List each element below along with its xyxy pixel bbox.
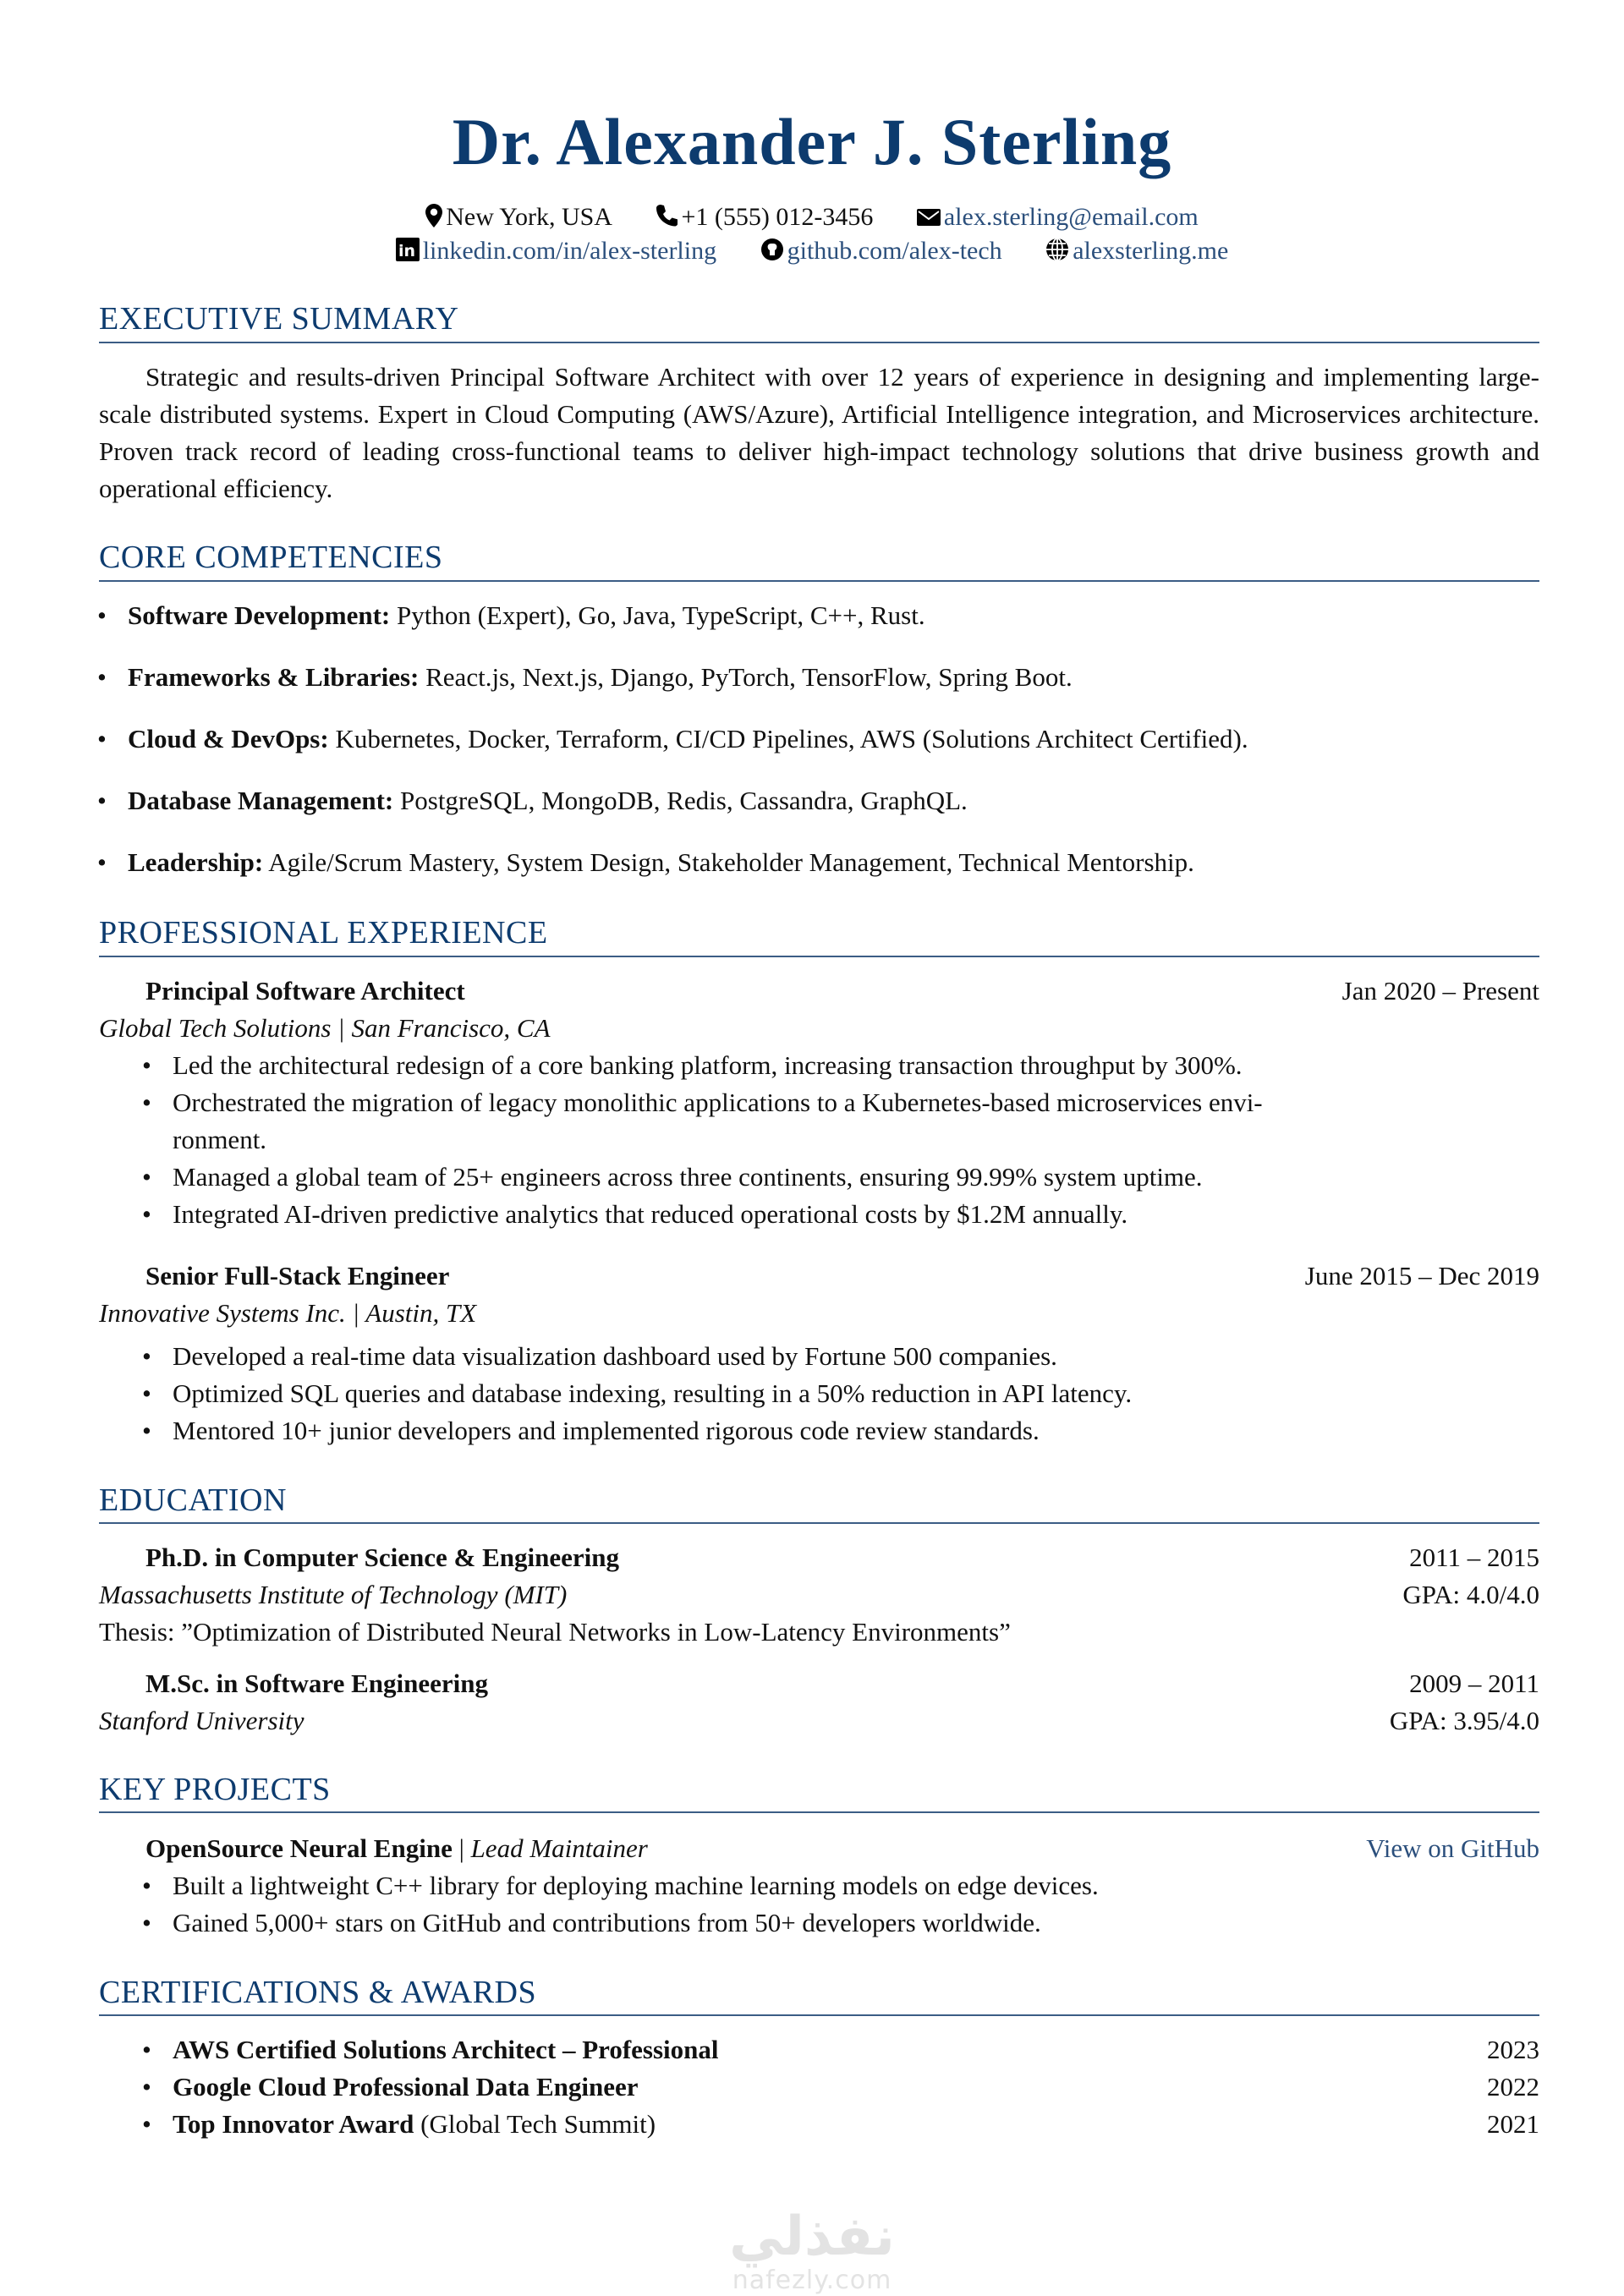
linkedin-link[interactable]: linkedin.com/in/alex-sterling <box>422 237 717 265</box>
github-icon <box>760 238 784 261</box>
certification-item <box>99 2069 1539 2106</box>
github-link[interactable]: github.com/alex-tech <box>787 237 1002 265</box>
certification-note: (Global Tech Summit) <box>414 2109 656 2139</box>
section-divider <box>99 580 1539 582</box>
competency-label: Leadership: <box>128 847 264 877</box>
job-bullet: • Mentored 10+ junior developers and implemented rigorous code review standards. <box>173 1412 1040 1449</box>
phone-text: +1 (555) 012-3456 <box>681 203 874 231</box>
certification-text <box>173 2069 639 2106</box>
location-text: New York, USA <box>446 203 612 231</box>
competency-value: Agile/Scrum Mastery, System Design, Stakeholder Management, Technical Mentorship. <box>268 847 1194 877</box>
competency-value: PostgreSQL, MongoDB, Redis, Cassandra, GraphQL. <box>400 786 968 815</box>
job-dates: June 2015 – Dec 2019 <box>1304 1261 1539 1290</box>
section-divider <box>99 342 1539 343</box>
linkedin <box>396 234 716 268</box>
competency-item <box>128 597 925 634</box>
job-company: Global Tech Solutions | San Francisco, CA <box>99 1013 551 1043</box>
certification-name: Top Innovator Award <box>173 2109 414 2139</box>
contact-row-2 <box>0 234 1624 268</box>
summary-text: Strategic and results-driven Principal Software Architect with over 12 years of experience in designing and implementing large-scale distributed systems. Expert in Cloud Computing (AWS/Azure), Artificial Intelligence integration, and Microservices architecture. Proven track record of leading cross-functional teams to deliver high-impact technology solutions that drive business growth and operational efficiency. <box>99 362 1539 503</box>
project-separator: | <box>458 1833 464 1863</box>
certification-name: AWS Certified Solutions Architect – Professional <box>173 2035 719 2064</box>
job-bullet: • Optimized SQL queries and database indexing, resulting in a 50% reduction in API latency. <box>173 1375 1132 1412</box>
certification-year: 2021 <box>1487 2109 1539 2139</box>
location <box>425 200 612 234</box>
competency-item <box>128 844 1194 881</box>
certification-year: 2022 <box>1487 2072 1539 2101</box>
section-title-certifications: CERTIFICATIONS & AWARDS <box>99 1975 537 2010</box>
job-dates: Jan 2020 – Present <box>1341 976 1539 1006</box>
linkedin-icon <box>396 238 420 261</box>
competency-value: Python (Expert), Go, Java, TypeScript, C++, Rust. <box>396 600 925 630</box>
phone-icon <box>656 204 678 227</box>
website <box>1045 234 1228 268</box>
certification-name: Google Cloud Professional Data Engineer <box>173 2072 639 2101</box>
degree-thesis: Thesis: ”Optimization of Distributed Neural Networks in Low-Latency Environments” <box>99 1617 1011 1647</box>
project-name: OpenSource Neural Engine <box>145 1833 453 1863</box>
section-title-experience: PROFESSIONAL EXPERIENCE <box>99 915 548 951</box>
phone <box>656 200 873 234</box>
contact-row-1 <box>0 200 1624 234</box>
competency-value: React.js, Next.js, Django, PyTorch, TensorFlow, Spring Boot. <box>425 662 1073 692</box>
job-bullet-continuation: ronment. <box>173 1125 267 1154</box>
competency-item <box>128 659 1073 696</box>
section-divider <box>99 1522 1539 1524</box>
map-pin-icon <box>425 204 442 227</box>
degree-school: Stanford University <box>99 1706 304 1735</box>
job-bullet: • Led the architectural redesign of a core banking platform, increasing transaction throughput by 300%. <box>173 1047 1243 1084</box>
degree-title: M.Sc. in Software Engineering <box>145 1669 488 1698</box>
section-title-competencies: CORE COMPETENCIES <box>99 540 443 575</box>
watermark-arabic: نفذلي <box>729 2206 895 2268</box>
view-on-github-link[interactable]: View on GitHub <box>1366 1833 1539 1863</box>
envelope-icon <box>917 207 941 227</box>
project-bullet: • Gained 5,000+ stars on GitHub and contributions from 50+ developers worldwide. <box>173 1904 1041 1942</box>
competency-label: Database Management: <box>128 786 394 815</box>
github <box>760 234 1002 268</box>
degree-gpa: GPA: 4.0/4.0 <box>1402 1580 1539 1609</box>
degree-dates: 2009 – 2011 <box>1409 1669 1539 1698</box>
competency-label: Cloud & DevOps: <box>128 724 329 753</box>
section-title-education: EDUCATION <box>99 1482 287 1518</box>
email <box>917 200 1199 234</box>
competency-value: Kubernetes, Docker, Terraform, CI/CD Pipelines, AWS (Solutions Architect Certified). <box>335 724 1248 753</box>
competency-item <box>128 782 968 819</box>
project-title-group <box>99 1830 648 1867</box>
degree-header <box>99 1539 1539 1576</box>
job-title: Principal Software Architect <box>145 976 465 1006</box>
degree-dates: 2011 – 2015 <box>1409 1543 1539 1572</box>
section-title-summary: EXECUTIVE SUMMARY <box>99 301 459 337</box>
certification-item <box>99 2031 1539 2069</box>
job-company: Innovative Systems Inc. | Austin, TX <box>99 1298 477 1328</box>
degree-school-row <box>99 1702 1539 1740</box>
job-bullet: • Managed a global team of 25+ engineers across three continents, ensuring 99.99% system uptime. <box>173 1159 1203 1196</box>
email-link[interactable]: alex.sterling@email.com <box>943 203 1199 231</box>
candidate-name: Dr. Alexander J. Sterling <box>452 105 1172 178</box>
project-header <box>99 1830 1539 1867</box>
job-header <box>99 973 1539 1010</box>
certification-text <box>173 2031 719 2069</box>
globe-icon <box>1045 238 1069 261</box>
section-divider <box>99 956 1539 957</box>
svg-text:in: in <box>398 242 415 260</box>
project-bullet: • Built a lightweight C++ library for deploying machine learning models on edge devices. <box>173 1867 1099 1904</box>
degree-school-row <box>99 1576 1539 1614</box>
watermark <box>0 2207 1624 2295</box>
certification-year: 2023 <box>1487 2035 1539 2064</box>
job-header <box>99 1258 1539 1295</box>
section-divider <box>99 2014 1539 2016</box>
certification-text <box>173 2106 656 2143</box>
competency-item <box>128 721 1248 758</box>
job-bullet: • Developed a real-time data visualization dashboard used by Fortune 500 companies. <box>173 1338 1057 1375</box>
degree-title: Ph.D. in Computer Science & Engineering <box>145 1543 619 1572</box>
job-bullet: • Integrated AI-driven predictive analytics that reduced operational costs by $1.2M annually. <box>173 1196 1127 1233</box>
website-link[interactable]: alexsterling.me <box>1073 237 1229 265</box>
certification-item <box>99 2106 1539 2143</box>
project-role: Lead Maintainer <box>470 1833 648 1863</box>
section-divider <box>99 1811 1539 1813</box>
job-bullet: • Orchestrated the migration of legacy monolithic applications to a Kubernetes-based microservices envi- <box>173 1084 1263 1121</box>
section-title-projects: KEY PROJECTS <box>99 1772 331 1807</box>
competency-label: Frameworks & Libraries: <box>128 662 420 692</box>
degree-gpa: GPA: 3.95/4.0 <box>1389 1706 1539 1735</box>
degree-header <box>99 1665 1539 1702</box>
competency-label: Software Development: <box>128 600 391 630</box>
degree-school: Massachusetts Institute of Technology (MIT) <box>99 1580 568 1609</box>
job-title: Senior Full-Stack Engineer <box>145 1261 450 1290</box>
watermark-latin: nafezly.com <box>732 2266 892 2295</box>
